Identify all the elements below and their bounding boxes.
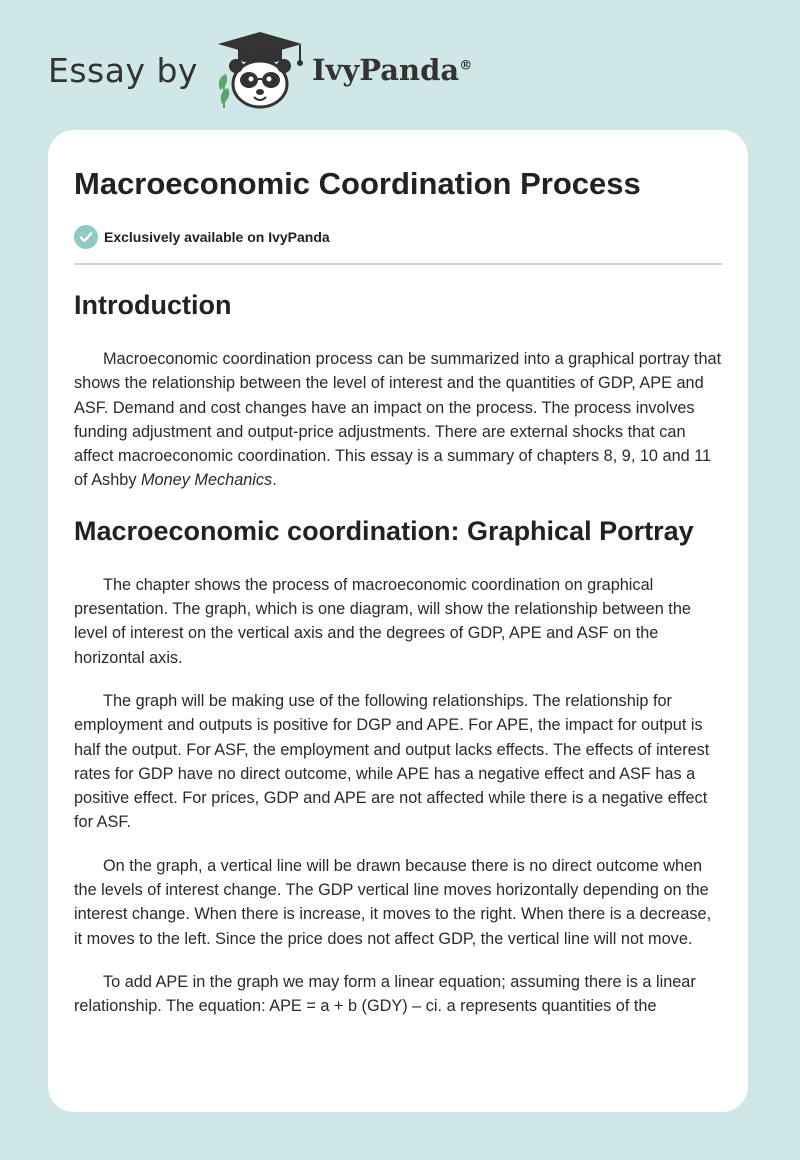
site-header	[48, 30, 472, 110]
section-heading-graphical-portray: Macroeconomic coordination: Graphical Portray	[74, 515, 694, 546]
paragraph: Macroeconomic coordination process can be summarized into a graphical portray that shows the relationship between the level of interest and the quantities of GDP, APE and ASF. Demand and cost changes have an impact on the process. The process involves funding adjustment and output-price adjustments. There are external shocks that can affect macroeconomic coordination. This essay is a summary of chapters 8, 9, 10 and 11 of Ashby Money Mechanics.	[74, 350, 722, 490]
exclusive-label: Exclusively available on IvyPanda	[104, 229, 330, 245]
brand-prefix: Essay by	[48, 50, 198, 90]
paragraph: The graph will be making use of the following relationships. The relationship for employment and outputs is positive for DGP and APE. For APE, the impact for output is half the output. For ASF, the employment and output lacks effects. The effects of interest rates for GDP have no direct outcome, while APE has a negative effect and ASF has a positive effect. For prices, GDP and APE are not affected while there is a negative effect for ASF.	[74, 691, 710, 832]
title-divider	[74, 263, 723, 265]
section-heading-introduction: Introduction	[74, 290, 232, 320]
paragraph: To add APE in the graph we may form a linear equation; assuming there is a linear relationship. The equation: APE = a + b (GDY) – ci. a represents quantities of the	[74, 972, 696, 1016]
check-icon	[74, 225, 98, 249]
essay-card	[48, 130, 748, 1112]
exclusive-badge	[74, 225, 723, 249]
page-title: Macroeconomic Coordination Process	[74, 166, 641, 201]
panda-logo-icon[interactable]	[214, 30, 306, 110]
paragraph: On the graph, a vertical line will be drawn because there is no direct outcome when the levels of interest change. The GDP vertical line moves horizontally depending on the interest change. When there is increase, it moves to the right. When there is a decrease, it moves to the left. Since the price does not affect GDP, the vertical line will not move.	[74, 856, 712, 948]
brand-name[interactable]: IvyPanda®	[311, 53, 473, 87]
paragraph: The chapter shows the process of macroeconomic coordination on graphical presentation. The graph, which is one diagram, will show the relationship between the level of interest on the vertical axis and the degrees of GDP, APE and ASF on the horizontal axis.	[74, 575, 691, 667]
